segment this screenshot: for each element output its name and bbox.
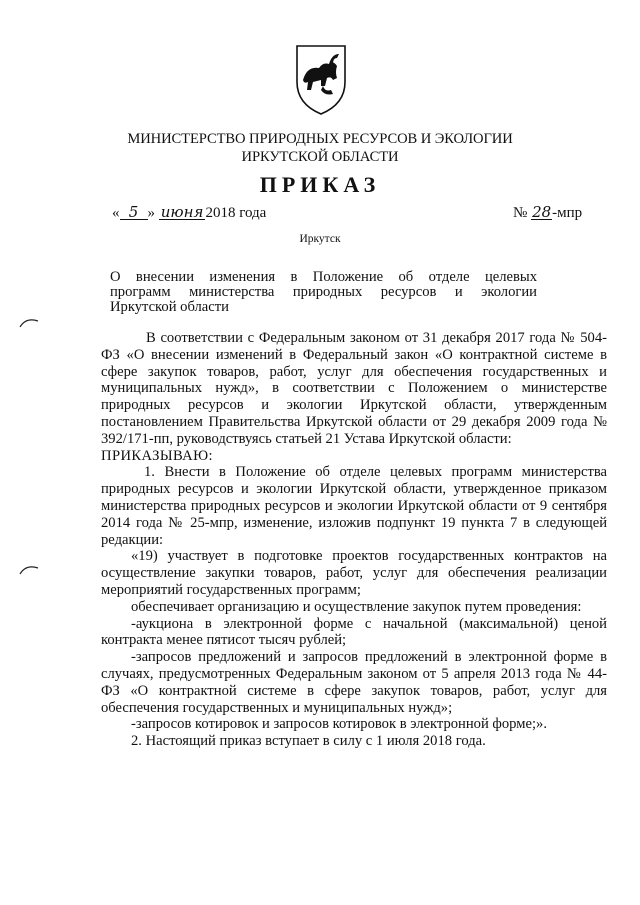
subject-line-3: Иркутской области bbox=[110, 299, 229, 315]
date-month-handwritten: июня bbox=[160, 203, 204, 221]
margin-hole-mark bbox=[18, 315, 40, 329]
subject-line-1: О внесении изменения в Положение об отделе целевых bbox=[110, 269, 537, 285]
paragraph-item-1: 1. Внести в Положение об отделе целевых программ министерства природных ресурсов и экологии Иркутской области, утвержденное приказом министерства природных ресурсов и экологии Иркутской области от 9 сентября 2014 года № 25-мпр, изменение, изложив подпункт 19 пункта 7 в следующей редакции: bbox=[101, 464, 607, 548]
document-type-title: ПРИКАЗ bbox=[259, 172, 381, 197]
paragraph-proposals: -запросов предложений и запросов предложений в электронной форме в случаях, предусмотренных Федеральным законом от 5 апреля 2013 года № 44-ФЗ «О контрактной системе в сфере закупок товаров, работ, услуг для обеспечения государственных и муниципальных нужд»; bbox=[101, 649, 607, 716]
date-year: 2018 года bbox=[205, 205, 267, 221]
preamble-paragraph: В соответствии с Федеральным законом от 31 декабря 2017 года № 504-ФЗ «О внесении изменений в Федеральный закон «О контрактной системе в сфере закупок товаров, работ, услуг для обеспечения государственных и муниципальных нужд», в соответствии с Положением о министерстве природных ресурсов и экологии Иркутской области, утвержденным постановлением Правительства Иркутской области от 29 декабря 2009 года № 392/171-пп, руководствуясь статьей 21 Устава Иркутской области: bbox=[101, 330, 607, 447]
paragraph-item-2: 2. Настоящий приказ вступает в силу с 1 июля 2018 года. bbox=[131, 733, 486, 750]
order-date bbox=[112, 205, 266, 222]
order-number bbox=[513, 205, 582, 222]
paragraph-procurement-intro: обеспечивает организацию и осуществление закупок путем проведения: bbox=[131, 598, 582, 615]
order-body bbox=[101, 330, 607, 750]
order-subject bbox=[110, 270, 537, 315]
date-close-quote: » bbox=[147, 205, 155, 221]
date-open-quote: « bbox=[112, 205, 120, 221]
order-directive: ПРИКАЗЫВАЮ: bbox=[101, 447, 213, 464]
number-value-handwritten: 28 bbox=[532, 203, 552, 221]
irkutsk-coat-of-arms-emblem bbox=[293, 42, 349, 116]
ministry-name-line2: ИРКУТСКОЙ ОБЛАСТИ bbox=[241, 149, 399, 165]
city-name: Иркутск bbox=[299, 233, 341, 245]
paragraph-subitem-19: «19) участвует в подготовке проектов государственных контрактов на осуществление закупки товаров, работ, услуг для обеспечения реализации мероприятий государственных программ; bbox=[101, 548, 607, 598]
paragraph-auction: -аукциона в электронной форме с начальной (максимальной) ценой контракта менее пятисот тысяч рублей; bbox=[101, 615, 607, 649]
paragraph-quotations: -запросов котировок и запросов котировок в электронной форме;». bbox=[131, 716, 547, 733]
margin-hole-mark bbox=[18, 562, 40, 576]
subject-line-2: программ министерства природных ресурсов и экологии bbox=[110, 284, 537, 300]
number-prefix: № bbox=[513, 205, 528, 221]
ministry-name-line1: МИНИСТЕРСТВО ПРИРОДНЫХ РЕСУРСОВ И ЭКОЛОГИИ bbox=[127, 131, 513, 147]
date-day-handwritten: 5 bbox=[120, 205, 148, 220]
number-suffix: -мпр bbox=[552, 205, 583, 221]
